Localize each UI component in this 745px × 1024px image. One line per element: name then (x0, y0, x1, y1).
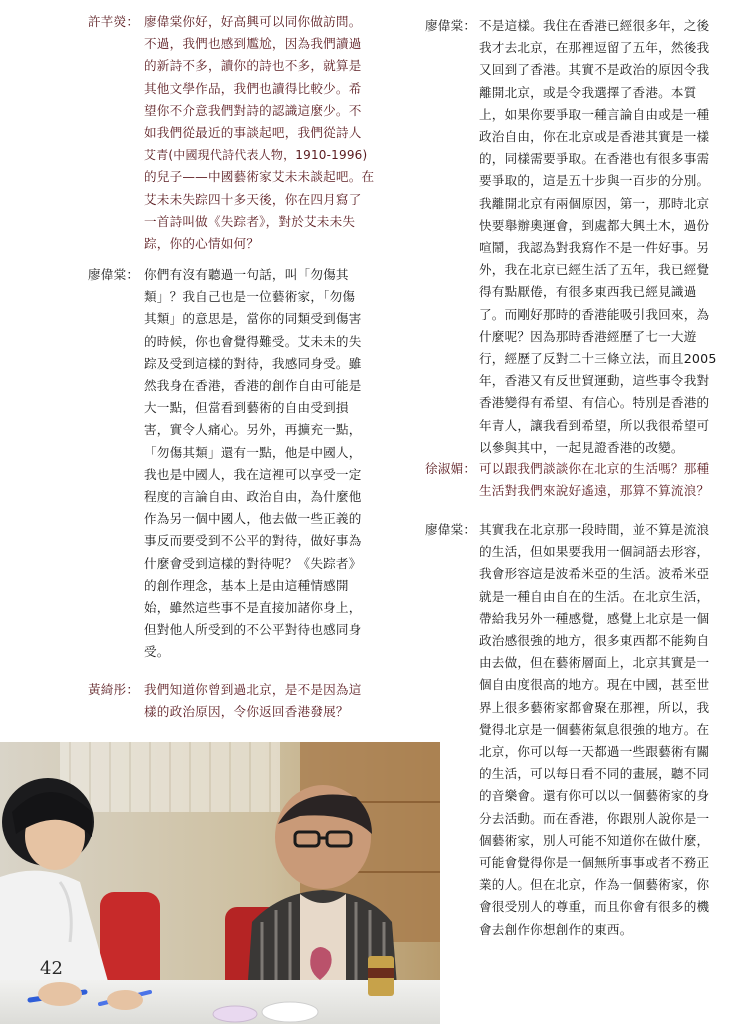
answer-text (479, 15, 735, 459)
text-line: 分去活動。而在香港，你跟別人說你是一 (479, 810, 710, 826)
text-line: 其實我在北京那一段時間，並不算是流浪 (479, 522, 710, 537)
speaker-name: 許芊熒： (88, 14, 140, 29)
text-line: 程度的言論自由、政治自由，為什麼他 (144, 489, 362, 505)
text-line: 覺得北京是一個藝術氣息很強的地方。在 (479, 721, 710, 737)
text-line: 我們知道你曾到過北京，是不是因為這 (144, 682, 362, 697)
text-line: 我會形容這是波希米亞的生活。波希米亞 (479, 566, 710, 582)
text-line: 香港變得有希望、有信心。特別是香港的 (479, 395, 710, 411)
answer-text (144, 264, 388, 664)
text-line: 要爭取的，這是五十步與一百步的分別。 (479, 173, 710, 189)
text-line: 害，實令人痛心。另外，再擴充一點， (144, 422, 362, 438)
text-line: 年，香港又有反世貿運動，這些事令我對 (479, 373, 710, 389)
text-line: 類」？我自己也是一位藝術家，「勿傷 (144, 289, 356, 305)
text-line: 不是這樣。我住在香港已經很多年，之後 (479, 18, 710, 33)
text-line: 了。而剛好那時的香港能吸引我回來，為 (479, 306, 710, 322)
text-line: 踪，你的心情如何？ (144, 236, 260, 252)
text-line: 得有點厭倦，有很多東西我已經見識過 (479, 284, 697, 300)
text-line: 上，如果你要爭取一種言論自由或是一種 (479, 106, 710, 122)
text-line: 可能會覺得你是一個無所事事或者不務正 (479, 855, 710, 871)
text-line: 然我身在香港，香港的創作自由可能是 (144, 378, 362, 394)
text-line: 由去做，但在藝術層面上，北京其實是一 (479, 655, 710, 671)
text-line: 業的人。但在北京，作為一個藝術家，你 (479, 877, 710, 893)
text-line: 界上很多藝術家都會聚在那裡，所以，我 (479, 699, 710, 715)
text-line: 外，我在北京已經生活了五年，我已經覺 (479, 262, 710, 278)
text-line: 踪及受到這樣的對待，我感同身受。雖 (144, 355, 362, 371)
text-line: 你們有沒有聽過一句話，叫「勿傷其 (144, 267, 349, 282)
text-line: 望你不介意我們對詩的認識這麼少。不 (144, 102, 362, 118)
text-line: 艾未未失踪四十多天後，你在四月寫了 (144, 191, 362, 207)
speaker-name: 廖偉棠： (425, 18, 477, 33)
text-line: 離開北京，或是令我選擇了香港。本質 (479, 84, 697, 100)
text-line: 事反而要受到不公平的對待，做好事為 (144, 533, 362, 549)
speaker-name: 廖偉棠： (88, 267, 140, 282)
text-line: 廖偉棠你好，好高興可以同你做訪問。 (144, 14, 362, 29)
text-line: 大一點，但當看到藝術的自由受到損 (144, 400, 349, 416)
text-line: 什麼呢？因為那時香港經歷了七一大遊 (479, 328, 697, 344)
text-line: 如我們從最近的事談起吧，我們從詩人 (144, 125, 362, 141)
speaker-name: 黃綺彤： (88, 682, 140, 697)
text-line: 又回到了香港。其實不是政治的原因令我 (479, 62, 710, 78)
text-line: 受。 (144, 644, 170, 660)
text-line: 個自由度很高的地方。現在中國，甚至世 (479, 677, 710, 693)
text-line: 不過，我們也感到尷尬，因為我們讀過 (144, 36, 362, 52)
text-line: 的，同樣需要爭取。在香港也有很多事需 (479, 151, 710, 167)
text-line: 喧鬧，我認為對我寫作不是一件好事。另 (479, 240, 710, 256)
speaker-name: 廖偉棠： (425, 522, 477, 537)
text-line: 的創作理念，基本上是由這種情感開 (144, 577, 349, 593)
text-line: 作為另一個中國人，他去做一些正義的 (144, 511, 362, 527)
text-line: 的生活，但如果要我用一個詞語去形容， (479, 544, 710, 560)
interview-entry-2 (88, 264, 388, 664)
text-line: 快要舉辦奧運會，到處都大興土木，過份 (479, 217, 710, 233)
interview-entry-3 (88, 679, 388, 727)
text-line: 我離開北京有兩個原因，第一，那時北京 (479, 195, 710, 211)
text-line: 艾青(中國現代詩代表人物，1910-1996) (144, 148, 368, 163)
text-line: 生活對我們來說好遙遠，那算不算流浪？ (479, 483, 710, 499)
text-line: 什麼會受到這樣的對待呢？《失踪者》 (144, 555, 362, 571)
text-line: 但對他人所受到的不公平對待也感同身 (144, 622, 362, 638)
text-line: 的新詩不多，讀你的詩也不多，就算是 (144, 58, 362, 74)
question-text (144, 11, 388, 255)
interview-entry-5 (425, 458, 735, 506)
text-line: 我也是中國人，我在這裡可以享受一定 (144, 466, 362, 482)
text-line: 帶給我另外一種感覺，感覺上北京是一個 (479, 610, 710, 626)
text-line: 的生活，可以每日看不同的畫展，聽不同 (479, 766, 710, 782)
answer-text (479, 519, 735, 941)
interview-entry-4 (425, 15, 735, 460)
speaker-name: 徐淑媚： (425, 461, 477, 476)
question-text (144, 679, 388, 723)
text-line: 政治感很強的地方，很多東西都不能夠自 (479, 633, 710, 649)
text-line: 就是一種自由自在的生活。在北京生活， (479, 588, 710, 604)
text-line: 的兒子——中國藝術家艾未未談起吧。在 (144, 169, 375, 185)
interview-photo (0, 742, 440, 1024)
text-line: 的音樂會。還有你可以以一個藝術家的身 (479, 788, 710, 804)
page-number: 42 (40, 958, 63, 979)
question-text (479, 458, 735, 502)
text-line: 會很受別人的尊重，而且你會有很多的機 (479, 899, 710, 915)
interview-entry-1 (88, 11, 388, 261)
text-line: 會去創作你想創作的東西。 (479, 921, 633, 937)
text-line: 行，經歷了反對二十三條立法，而且2005 (479, 351, 717, 367)
interview-entry-6 (425, 519, 735, 944)
text-line: 以參與其中，一起見證香港的改變。 (479, 439, 684, 455)
text-line: 個藝術家，別人可能不知道你在做什麼， (479, 832, 710, 848)
text-line: 北京，你可以每一天都過一些跟藝術有關 (479, 744, 710, 760)
text-line: 政治自由，你在北京或是香港其實是一樣 (479, 129, 710, 145)
text-line: 我才去北京，在那裡逗留了五年，然後我 (479, 40, 710, 56)
text-line: 年青人，讓我看到希望，所以我很希望可 (479, 417, 710, 433)
text-line: 樣的政治原因，令你返回香港發展？ (144, 704, 349, 720)
text-line: 其類」的意思是，當你的同類受到傷害 (144, 311, 362, 327)
text-line: 始，雖然這些事不是直接加諸你身上， (144, 600, 362, 616)
text-line: 一首詩叫做《失踪者》，對於艾未未失 (144, 213, 356, 229)
text-line: 其他文學作品，我們也讀得比較少。希 (144, 80, 362, 96)
text-line: 「勿傷其類」還有一點，他是中國人， (144, 444, 362, 460)
text-line: 可以跟我們談談你在北京的生活嗎？那種 (479, 461, 710, 476)
text-line: 的時候，你也會覺得難受。艾未未的失 (144, 333, 362, 349)
